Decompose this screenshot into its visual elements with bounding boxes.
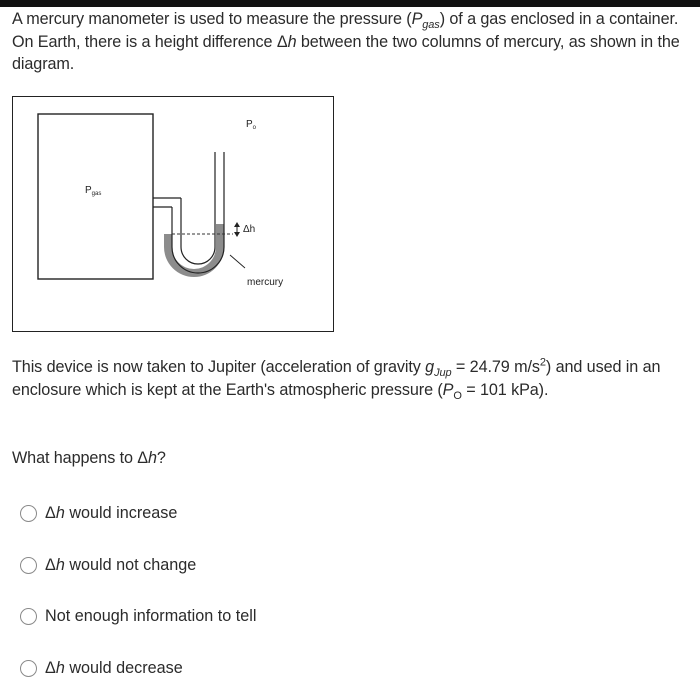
answer-option-decrease[interactable] (20, 655, 183, 681)
top-bar (0, 0, 700, 7)
u-tube-inner-wall (181, 152, 215, 264)
mercury-label: mercury (247, 277, 284, 288)
radio-button[interactable] (20, 608, 37, 625)
question-jupiter: This device is now taken to Jupiter (acceleration of gravity $g_{Jup} = 24.79$ $m/s^2$) and used in an enclosure which is kept at the Earth's atmospheric pressure ($P_O = 101$ kPa). (12, 356, 661, 402)
radio-button[interactable] (20, 557, 37, 574)
mercury-pointer (230, 255, 245, 268)
radio-button[interactable] (20, 505, 37, 522)
dh-label: Δh (243, 224, 256, 235)
manometer-svg (13, 97, 335, 333)
option-label: Δh would not change (45, 555, 197, 574)
manometer-diagram (12, 96, 334, 332)
question-intro: A mercury manometer is used to measure the pressure $(P_{gas})$ of a gas enclosed in a container. On Earth, there is a height difference Δh between the two columns of mercury, as shown in the diagram. (12, 10, 680, 73)
answer-option-no-change[interactable] (20, 552, 196, 578)
option-label: Δh would increase (45, 503, 178, 522)
answer-option-increase[interactable] (20, 500, 177, 526)
option-label: Not enough information to tell (45, 606, 257, 625)
option-label: Δh would decrease (45, 658, 183, 677)
dh-arrow-up (234, 222, 240, 227)
dh-arrow-down (234, 232, 240, 237)
question-prompt: What happens to Δh? (12, 449, 166, 467)
radio-button[interactable] (20, 660, 37, 677)
pgas-label: $P_{gas}$ (85, 185, 102, 197)
answer-option-not-enough-info[interactable] (20, 603, 256, 629)
p0-label: $P_o$ (246, 119, 257, 131)
